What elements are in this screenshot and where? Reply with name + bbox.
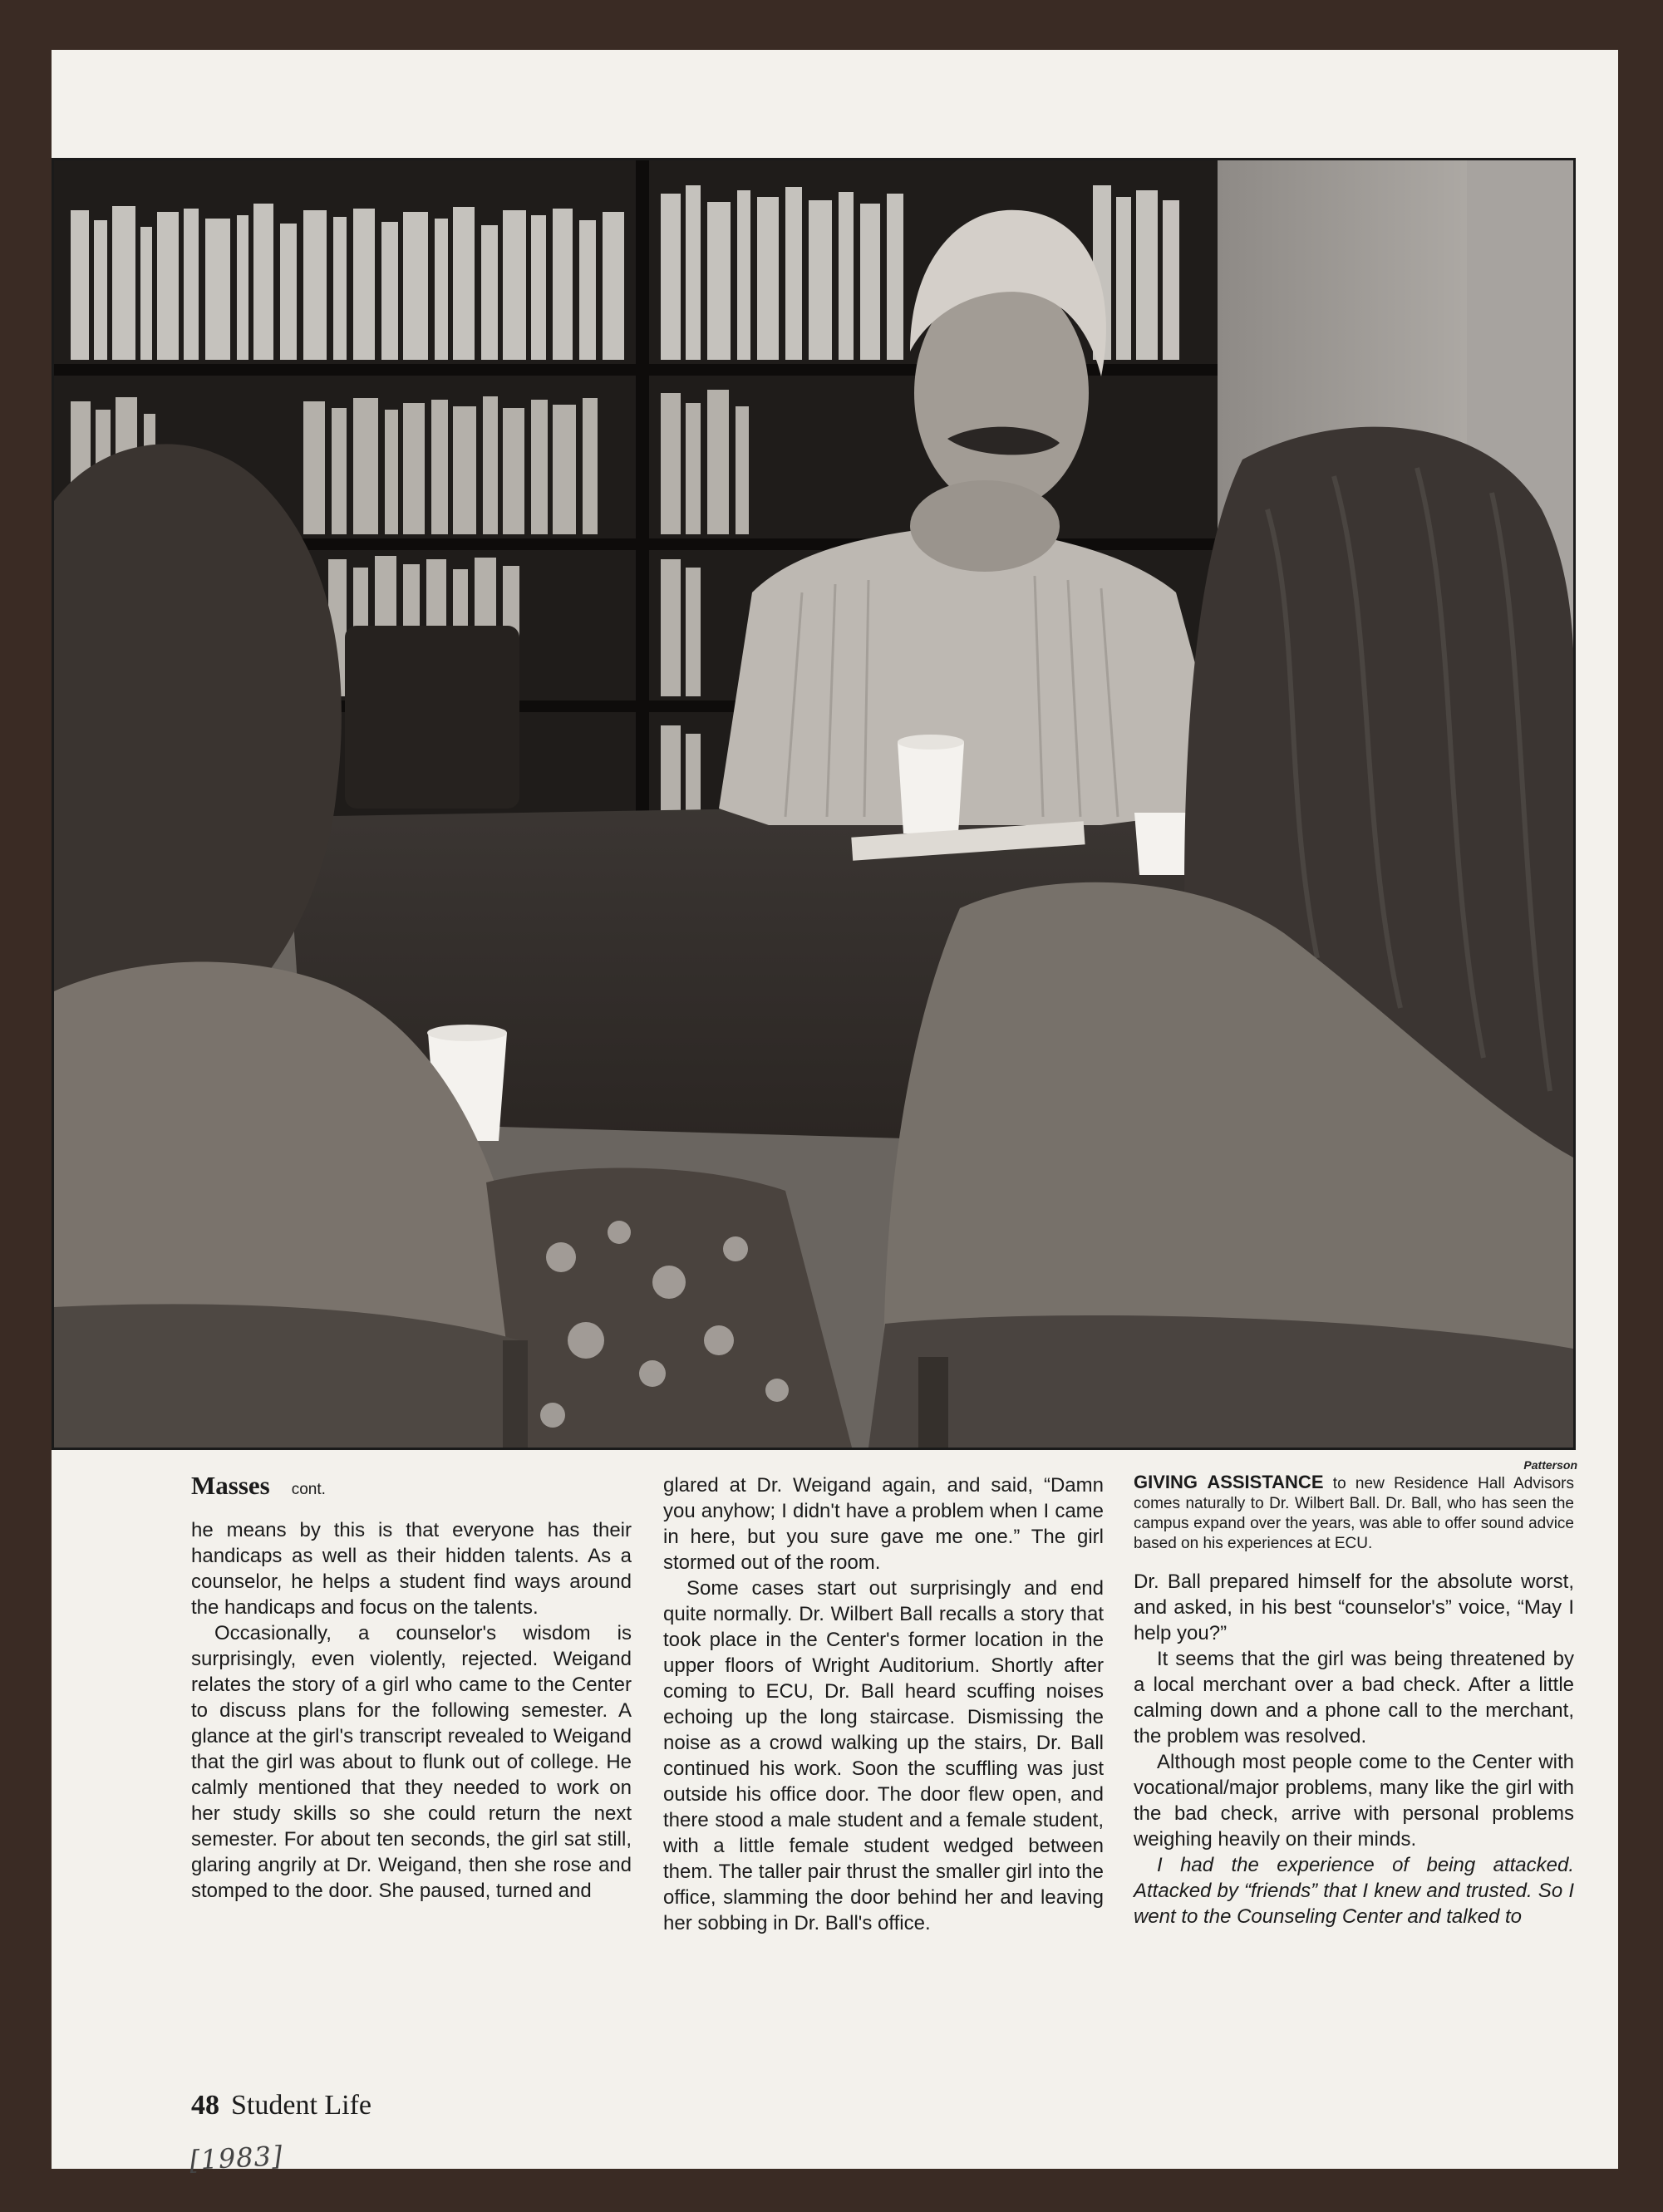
photo-icon	[54, 160, 1573, 1448]
paragraph: Dr. Ball prepared himself for the absolute worst, and asked, in his best “counselor's” voice, “May I help you?”	[1134, 1571, 1574, 1644]
photo-caption	[1134, 1472, 1574, 1554]
paragraph: Some cases start out surprisingly and end quite normally. Dr. Wilbert Ball recalls a story that took place in the Center's former location in the upper floors of Wright Auditorium. Shortly after coming to ECU, Dr. Ball heard scuffing noises echoing up the long staircase. Dismissing the noise as a crowd walking up the stairs, Dr. Ball continued his work. Soon the scuffling was just outside his office door. The door flew open, and there stood a male student and a female student, with a little female student wedged between them. The taller pair thrust the smaller girl into the office, slamming the door behind her and leaving her sobbing in Dr. Ball's office.	[663, 1577, 1104, 1934]
kicker-cont: cont.	[291, 1481, 326, 1498]
paragraph: he means by this is that everyone has their handicaps as well as their hidden talents. As a counselor, he helps a student find ways around the handicaps and focus on the talents.	[191, 1519, 632, 1619]
page-sheet	[52, 50, 1618, 2176]
page-folio	[191, 2090, 371, 2121]
caption-lead: GIVING ASSISTANCE	[1134, 1472, 1324, 1492]
paragraph: Although most people come to the Center with vocational/major problems, many like the girl with the bad check, arrive with personal problems weighing heavily on their minds.	[1134, 1751, 1574, 1851]
article-column-2	[663, 1472, 1104, 1936]
caption-text: to new Residence Hall Advisors comes naturally to Dr. Wilbert Ball. Dr. Ball, who has seen the campus expand over the years, was able to offer sound advice based on his experiences at ECU.	[1134, 1475, 1574, 1552]
counseling-photo	[52, 158, 1576, 1450]
photo-credit: Patterson	[1523, 1458, 1577, 1472]
paragraph: It seems that the girl was being threatened by a local merchant over a bad check. After a little calming down and a phone call to the merchant, the problem was resolved.	[1134, 1648, 1574, 1747]
paragraph: glared at Dr. Weigand again, and said, “Damn you anyhow; I didn't have a problem when I came in here, but you sure gave me one.” The girl stormed out of the room.	[663, 1474, 1104, 1574]
page-number: 48	[191, 2090, 219, 2121]
kicker-title: Masses	[191, 1471, 270, 1500]
paragraph: Occasionally, a counselor's wisdom is surprisingly, even violently, rejected. Weigand relates the story of a girl who came to the Center to discuss plans for the following semester. A glance at the girl's transcript revealed to Weigand that the girl was about to flunk out of college. He calmly mentioned that they needed to work on her study skills so she could return the next semester. For about ten seconds, the girl sat still, glaring angrily at Dr. Weigand, then she rose and stomped to the door. She paused, turned and	[191, 1622, 632, 1902]
kicker	[191, 1472, 632, 1502]
handwritten-year-note: [1983]	[189, 2140, 284, 2176]
section-name: Student Life	[231, 2090, 372, 2121]
article-column-3	[1134, 1472, 1574, 1929]
article-column-1	[191, 1472, 632, 1904]
coffee-cup-icon	[898, 735, 964, 833]
quote-paragraph: I had the experience of being attacked. Attacked by “friends” that I knew and trusted. So I went to the Counseling Center and talked to	[1134, 1854, 1574, 1928]
